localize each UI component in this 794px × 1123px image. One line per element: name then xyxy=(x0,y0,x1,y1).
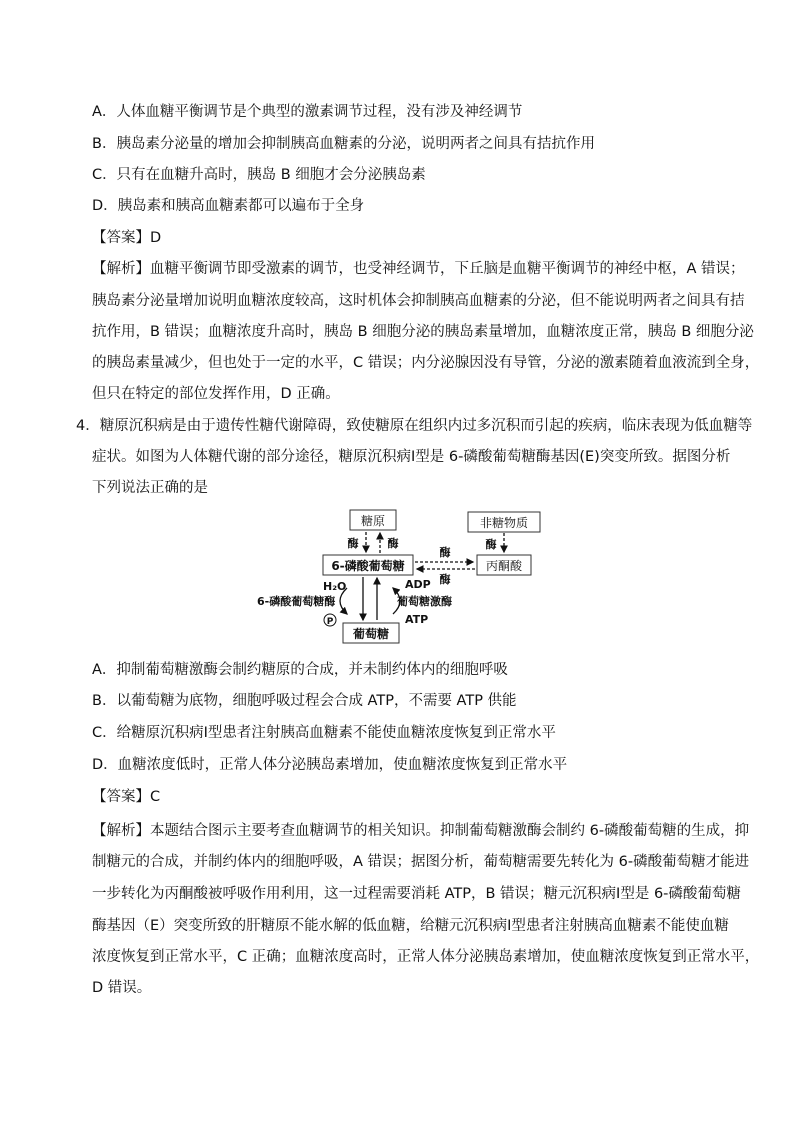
q4-analysis-line: D 错误。 xyxy=(92,980,152,996)
q4-option-d: D．血糖浓度低时，正常人体分泌胰岛素增加，使血糖浓度恢复到正常水平 xyxy=(92,757,568,773)
q4-stem-line: 症状。如图为人体糖代谢的部分途径，糖原沉积病Ⅰ型是 6-磷酸葡萄糖酶基因(E)突变所致。据图分析 xyxy=(92,449,731,465)
q3-analysis-line: 【解析】血糖平衡调节即受激素的调节，也受神经调节，下丘脑是血糖平衡调节的神经中枢，A 错误； xyxy=(92,261,745,277)
enzyme-label: 酶 xyxy=(347,537,359,550)
q3-option-d: D．胰岛素和胰高血糖素都可以遍布于全身 xyxy=(92,198,365,214)
enzyme-label: 酶 xyxy=(387,537,399,550)
q3-option-b: B．胰岛素分泌量的增加会抑制胰高血糖素的分泌，说明两者之间具有拮抗作用 xyxy=(92,136,595,152)
q4-answer: 【答案】C xyxy=(92,789,161,805)
enzyme-label: 酶 xyxy=(439,573,451,586)
q4-analysis-line: 【解析】本题结合图示主要考查血糖调节的相关知识。抑制葡萄糖激酶会制约 6-磷酸葡萄糖的生成，抑 xyxy=(92,823,750,839)
q4-analysis-line: 制糖元的合成，并制约体内的细胞呼吸，A 错误；据图分析，葡萄糖需要先转化为 6-磷酸葡萄糖才能进 xyxy=(92,854,750,870)
q3-answer: 【答案】D xyxy=(92,230,162,246)
q4-analysis-line: 酶基因（E）突变所致的肝糖原不能水解的低血糖，给糖元沉积病Ⅰ型患者注射胰高血糖素不能使血糖 xyxy=(92,918,729,934)
q3-option-a: A．人体血糖平衡调节是个典型的激素调节过程，没有涉及神经调节 xyxy=(92,104,523,120)
non-sugar-label: 非糖物质 xyxy=(479,516,529,530)
phosphate-label: P xyxy=(326,617,334,627)
q4-stem-line: 下列说法正确的是 xyxy=(92,480,208,496)
adp-label: ADP xyxy=(405,578,431,591)
q3-analysis-line: 但只在特定的部位发挥作用，D 正确。 xyxy=(92,386,340,402)
glycogen-label: 糖原 xyxy=(360,514,386,528)
g6pase-label: 6-磷酸葡萄糖酶 xyxy=(257,595,336,608)
q3-analysis-line: 抗作用，B 错误；血糖浓度升高时，胰岛 B 细胞分泌的胰岛素量增加，血糖浓度正常，胰岛 B 细胞分泌 xyxy=(92,324,754,340)
enzyme-label: 酶 xyxy=(439,546,451,559)
q4-stem-line: 4．糖原沉积病是由于遗传性糖代谢障碍，致使糖原在组织内过多沉积而引起的疾病，临床表现为低血糖等 xyxy=(76,418,753,434)
q4-analysis-line: 浓度恢复到正常水平，C 正确；血糖浓度高时，正常人体分泌胰岛素增加，使血糖浓度恢复到正常水平， xyxy=(92,949,760,965)
q4-option-a: A．抑制葡萄糖激酶会制约糖原的合成，并未制约体内的细胞呼吸 xyxy=(92,662,508,678)
q3-analysis-line: 胰岛素分泌量增加说明血糖浓度较高，这时机体会抑制胰高血糖素的分泌，但不能说明两者之间具有拮 xyxy=(92,293,745,309)
q4-analysis-line: 一步转化为丙酮酸被呼吸作用利用，这一过程需要消耗 ATP，B 错误；糖元沉积病Ⅰ型是 6-磷酸葡萄糖 xyxy=(92,886,741,902)
g6p-label: 6-磷酸葡萄糖 xyxy=(331,559,405,573)
q3-option-c: C．只有在血糖升高时，胰岛 B 细胞才会分泌胰岛素 xyxy=(92,167,426,183)
glucokinase-label: 葡萄糖激酶 xyxy=(397,595,452,608)
q4-option-b: B．以葡萄糖为底物，细胞呼吸过程会合成 ATP，不需要 ATP 供能 xyxy=(92,693,517,709)
water-label: H₂O xyxy=(323,580,347,593)
q3-analysis-line: 的胰岛素量减少，但也处于一定的水平，C 错误；内分泌腺因没有导管，分泌的激素随着血液流到全身， xyxy=(92,355,760,371)
pyruvate-label: 丙酮酸 xyxy=(485,559,523,573)
enzyme-label: 酶 xyxy=(485,538,497,551)
glucose-label: 葡萄糖 xyxy=(352,627,390,641)
metabolism-diagram-svg xyxy=(255,506,545,646)
sugar-metabolism-diagram xyxy=(255,506,545,646)
atp-label: ATP xyxy=(405,613,429,626)
q4-option-c: C．给糖原沉积病Ⅰ型患者注射胰高血糖素不能使血糖浓度恢复到正常水平 xyxy=(92,725,556,741)
